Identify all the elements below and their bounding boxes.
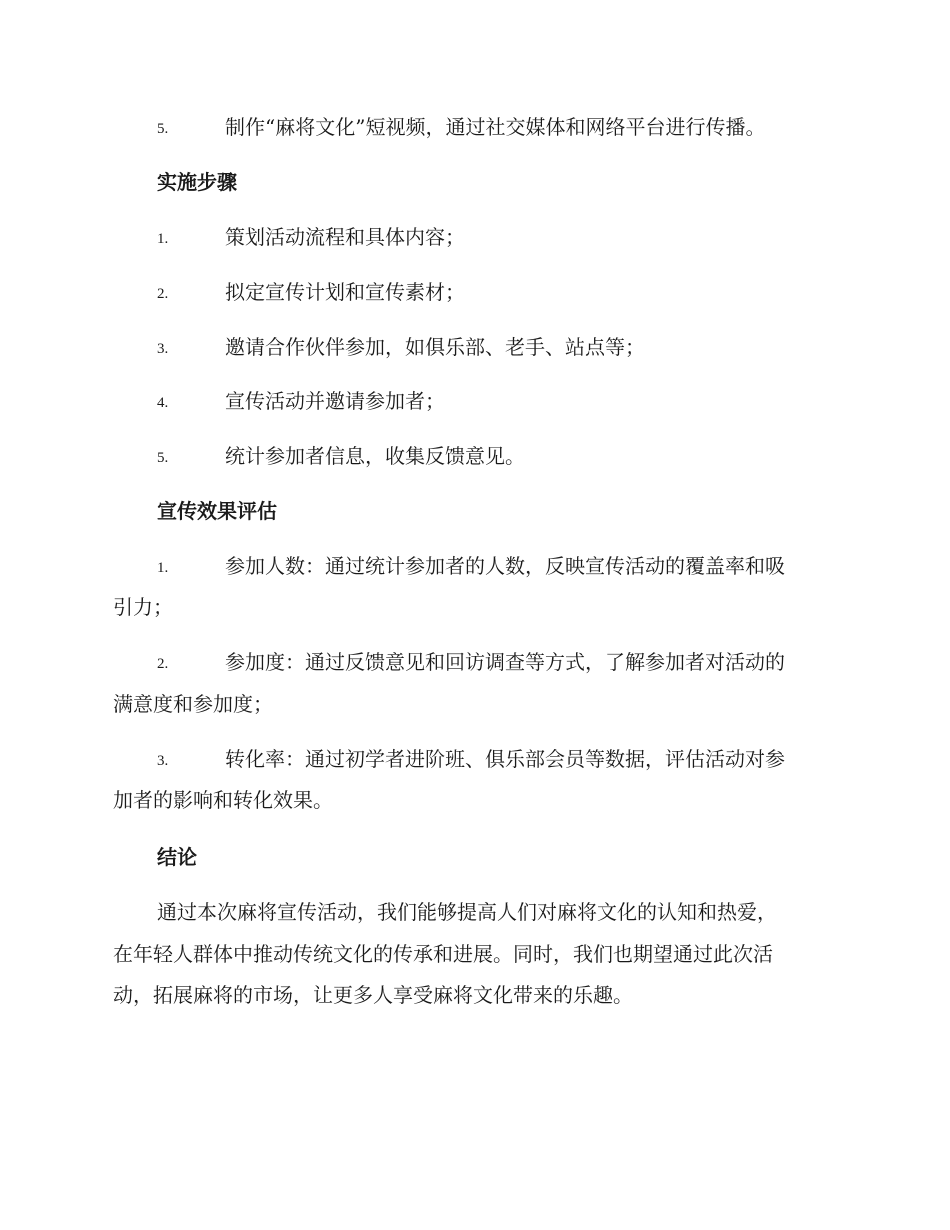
paragraph-line: 通过本次麻将宣传活动，我们能够提高人们对麻将文化的认知和热爱， <box>157 900 777 924</box>
list-number: 5. <box>157 450 169 466</box>
list-item-continuation: 引力； <box>113 595 173 619</box>
list-number: 3. <box>157 753 169 769</box>
list-number: 1. <box>157 560 169 576</box>
list-number: 3. <box>157 341 169 357</box>
list-item-continuation: 加者的影响和转化效果。 <box>113 788 333 812</box>
section-heading-evaluation: 宣传效果评估 <box>157 499 277 523</box>
section-heading-conclusion: 结论 <box>157 845 197 869</box>
list-item-text: 统计参加者信息，收集反馈意见。 <box>225 444 525 468</box>
paragraph-line: 动，拓展麻将的市场，让更多人享受麻将文化带来的乐趣。 <box>113 983 633 1007</box>
list-item-text: 宣传活动并邀请参加者； <box>225 389 445 413</box>
list-number: 1. <box>157 231 169 247</box>
list-number: 5. <box>157 121 169 137</box>
list-item-text: 邀请合作伙伴参加，如俱乐部、老手、站点等； <box>225 335 645 359</box>
list-item-text: 制作“麻将文化”短视频，通过社交媒体和网络平台进行传播。 <box>225 115 766 139</box>
list-item-text: 拟定宣传计划和宣传素材； <box>225 280 465 304</box>
list-item-text: 转化率：通过初学者进阶班、俱乐部会员等数据，评估活动对参 <box>225 747 785 771</box>
list-item-continuation: 满意度和参加度； <box>113 692 273 716</box>
list-item-text: 策划活动流程和具体内容； <box>225 225 465 249</box>
list-number: 4. <box>157 395 169 411</box>
list-number: 2. <box>157 656 169 672</box>
list-number: 2. <box>157 286 169 302</box>
section-heading-steps: 实施步骤 <box>157 170 237 194</box>
paragraph-line: 在年轻人群体中推动传统文化的传承和进展。同时，我们也期望通过此次活 <box>113 942 773 966</box>
list-item-text: 参加度：通过反馈意见和回访调查等方式，了解参加者对活动的 <box>225 650 785 674</box>
list-item-text: 参加人数：通过统计参加者的人数，反映宣传活动的覆盖率和吸 <box>225 554 785 578</box>
